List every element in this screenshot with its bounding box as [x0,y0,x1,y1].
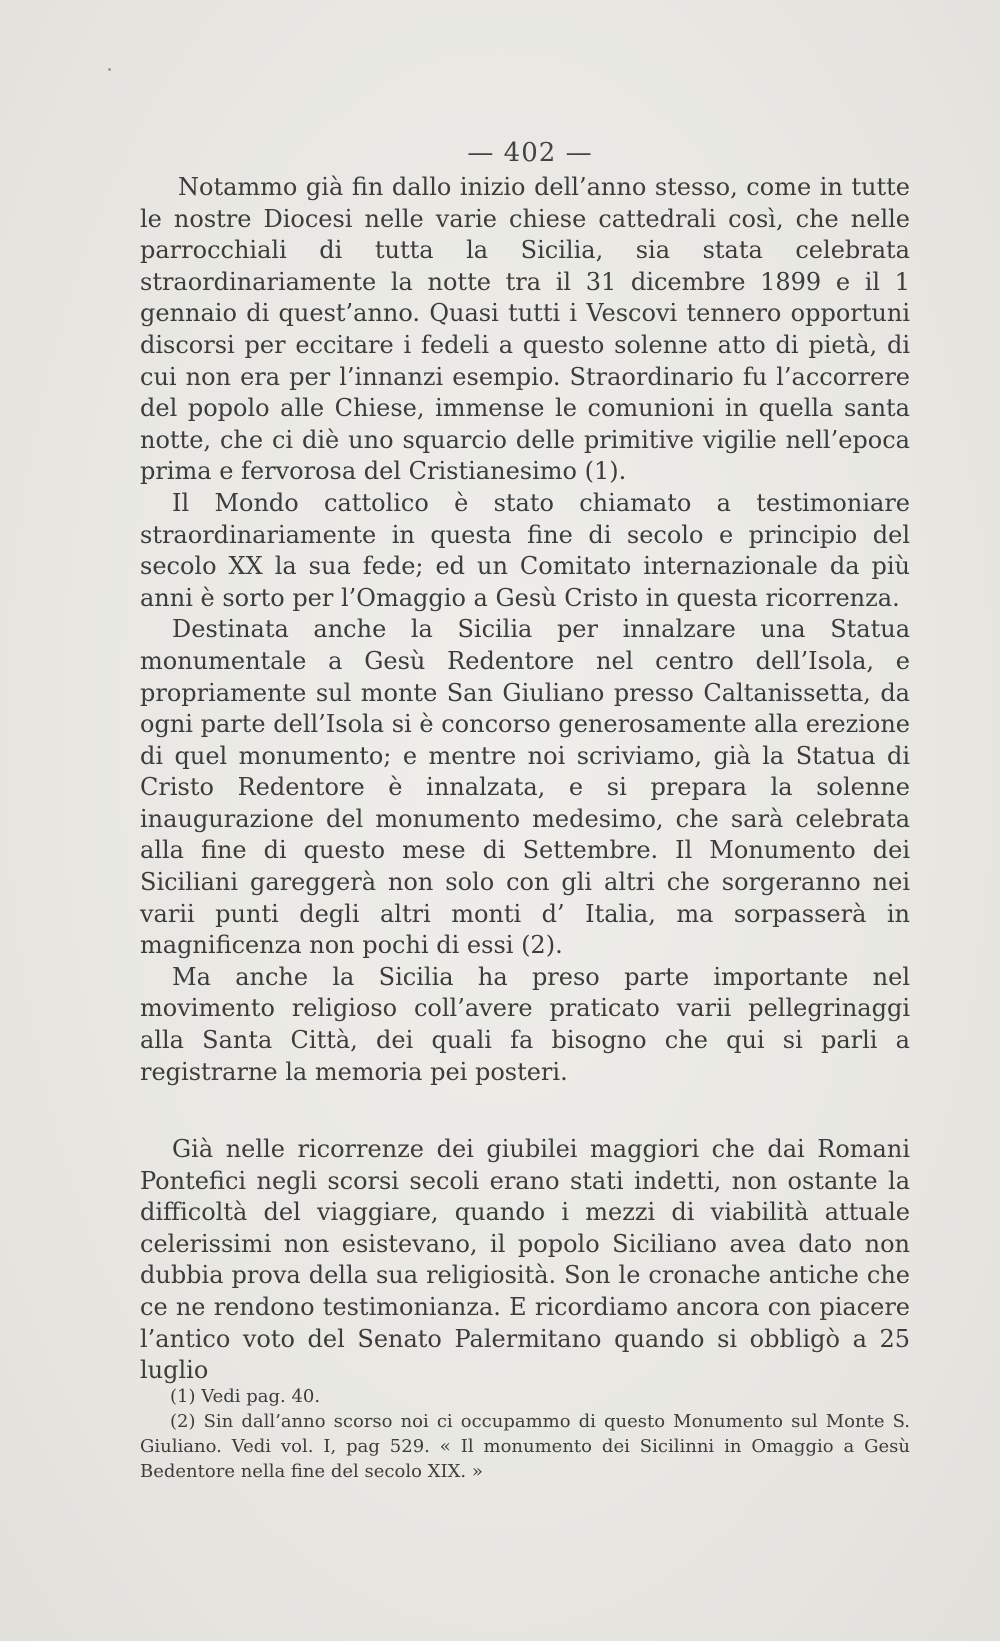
section-two-text [140,1134,910,1387]
paragraph: Destinata anche la Sicilia per innalzare una Statua monumentale a Gesù Redentore nel centro dell’Isola, e propriamente sul monte San Giuliano presso Caltanissetta, da ogni parte dell’Isola si è concorso generosamente alla erezione di quel monumento; e mentre noi scriviamo, già la Statua di Cristo Redentore è innalzata, e si prepara la solenne inaugurazione del monumento medesimo, che sarà celebrata alla fine di questo mese di Settembre. Il Monumento dei Siciliani gareggerà non solo con gli altri che sorgeranno nei varii punti degli altri monti d’ Italia, ma sorpasserà in magnificenza non pochi di essi (2). [140,615,910,960]
paragraph: Ma anche la Sicilia ha preso parte importante nel movimento religioso coll’avere praticato varii pellegrinaggi alla Santa Città, dei quali fa bisogno che qui si parli a registrarne la memoria pei posteri. [140,962,910,1086]
main-text [140,172,910,1088]
paper-speck [108,68,111,71]
paragraph: Già nelle ricorrenze dei giubilei maggiori che dai Romani Pontefici negli scorsi secoli erano stati indetti, non ostante la difficoltà del viaggiare, quando i mezzi di viabilità attuale celerissimi non esistevano, il popolo Siciliano avea dato non dubbia prova della sua religiosità. Son le cronache antiche che ce ne rendono testimonianza. E ricordiamo ancora con piacere l’antico voto del Senato Palermitano quando si obbligò a 25 luglio [140,1135,910,1385]
footnotes [140,1384,910,1484]
paragraph: Notammo già fin dallo inizio dell’anno stesso, come in tutte le nostre Diocesi nelle varie chiese cattedrali così, che nelle parrocchiali di tutta la Sicilia, sia stata celebrata straordinariamente la notte tra il 31 dicembre 1899 e il 1 gennaio di quest’anno. Quasi tutti i Vescovi tennero opportuni discorsi per eccitare i fedeli a questo solenne atto di pietà, di cui non era per l’innanzi esempio. Straordinario fu l’accorrere del popolo alle Chiese, immense le comunioni in quella santa notte, che ci diè uno squarcio delle primitive vigilie nell’epoca prima e fervorosa del Cristianesimo (1). [140,173,910,486]
page-number: — 402 — [467,138,593,168]
footnote: (1) Vedi pag. 40. [170,1386,321,1407]
paragraph: Il Mondo cattolico è stato chiamato a testimoniare straordinariamente in questa fine di secolo e principio del secolo XX la sua fede; ed un Comitato internazionale da più anni è sorto per l’Omaggio a Gesù Cristo in questa ricorrenza. [140,488,910,612]
footnote: (2) Sin dall’anno scorso noi ci occupammo di questo Monumento sul Monte S. Giuliano. Vedi vol. I, pag 529. « Il monumento dei Sicilinni in Omaggio a Gesù Bedentore nella fine del secolo XIX. » [140,1411,910,1482]
